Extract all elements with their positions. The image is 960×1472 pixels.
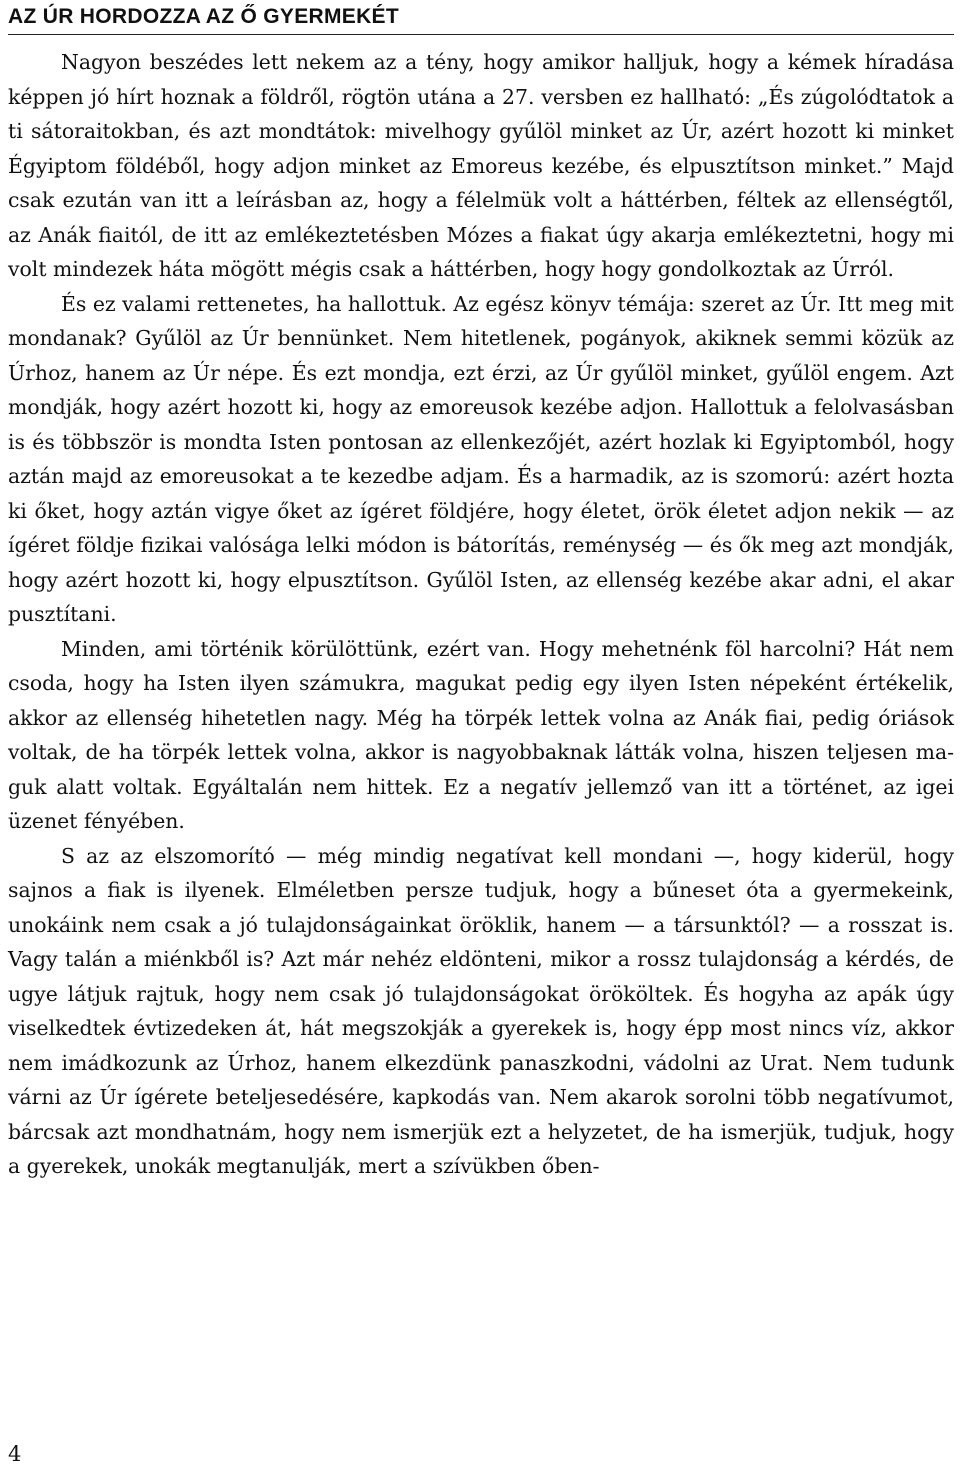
body-text (8, 45, 954, 1184)
running-head-title: AZ ÚR HORDOZZA AZ Ő GYERMEKÉT (8, 4, 954, 35)
document-page (8, 0, 954, 1472)
paragraph: S az az elszomorító — még mindig negatívat kell mondani —, hogy kiderül, hogy sajnos a fiak is ilyenek. Elméletben persze tudjuk, hogy a bűneset óta a gyermekeink, unokáink nem csak a jó tulajdonságainkat öröklik, hanem — a társunktól? — a rosszat is. Vagy talán a miénkből is? Azt már nehéz eldönteni, mikor a rossz tulajdonság a kérdés, de ugye látjuk rajtuk, hogy nem csak jó tulajdonságokat örököltek. És hogyha az apák úgy viselkedtek évtizedeken át, hát megszokják a gyerekek is, hogy épp most nincs víz, akkor nem imádkozunk az Úrhoz, hanem elkezdünk panaszkodni, vádolni az Urat. Nem tudunk várni az Úr ígérete beteljesedésére, kapkodás van. Nem akarok sorolni több negatívumot, bárcsak azt mondhatnám, hogy nem ismerjük ezt a helyzetet, de ha ismerjük, tudjuk, hogy a gyerekek, unokák megtanulják, mert a szívükben őben- (8, 843, 954, 1178)
paragraph: Nagyon beszédes lett nekem az a tény, hogy amikor halljuk, hogy a kémek híradása képpen jó hírt hoznak a földről, rögtön utána a 27. versben ez hallható: „És zúgolódtatok a ti sátoraitokban, és azt mondtátok: mivelhogy gyűlöl minket az Úr, azért hozott ki minket Égyiptom földéből, hogy adjon minket az Emoreus kezébe, és elpusztítson minket.” Majd csak ezután van itt a leírásban az, hogy a félelmük volt a háttérben, féltek az ellenségtől, az Anák fiaitól, de itt az emlékeztetésben Mózes a fiakat úgy akarja emlékeztetni, hogy mi volt mindezek háta mögött mégis csak a háttérben, hogy hogy gondolkoztak az Úrról. (8, 50, 954, 281)
page-number: 4 (8, 1442, 22, 1466)
paragraph: És ez valami rettenetes, ha hallottuk. Az egész könyv témája: szeret az Úr. Itt meg mit mondanak? Gyűlöl az Úr bennünket. Nem hitetlenek, pogányok, akiknek semmi közük az Úrhoz, hanem az Úr népe. És ezt mondja, ezt érzi, az Úr gyűlöl minket, gyűlöl engem. Azt mondják, hogy azért hozott ki, hogy az emoreusok kezébe adjon. Hallottuk a felolvasásban is és többször is mondta Isten pontosan az ellenkezőjét, azért hozlak ki Egyiptomból, hogy aztán majd az emoreusokat a te kezedbe adjam. És a harmadik, az is szomorú: azért hozta ki őket, hogy aztán vigye őket az ígéret földjére, hogy életet, örök életet adjon nekik — az ígéret földje fizikai valósága lelki módon is bátorítás, reménység — és ők meg azt mondják, hogy azért hozott ki, hogy elpusztítson. Gyűlöl Isten, az ellenség kezébe akar adni, el akar pusztítani. (8, 291, 954, 626)
paragraph: Minden, ami történik körülöttünk, ezért van. Hogy mehetnénk föl harcolni? Hát nem csoda, hogy ha Isten ilyen számukra, magukat pedig egy ilyen Isten népeként értékelik, akkor az ellenség hihetetlen nagy. Még ha törpék lettek volna az Anák fiai, pedig óriások voltak, de ha törpék lettek volna, akkor is nagyobbaknak látták volna, hiszen teljesen maguk alatt voltak. Egyáltalán nem hittek. Ez a negatív jellemző van itt a történet, az igei üzenet fényében. (8, 636, 954, 833)
